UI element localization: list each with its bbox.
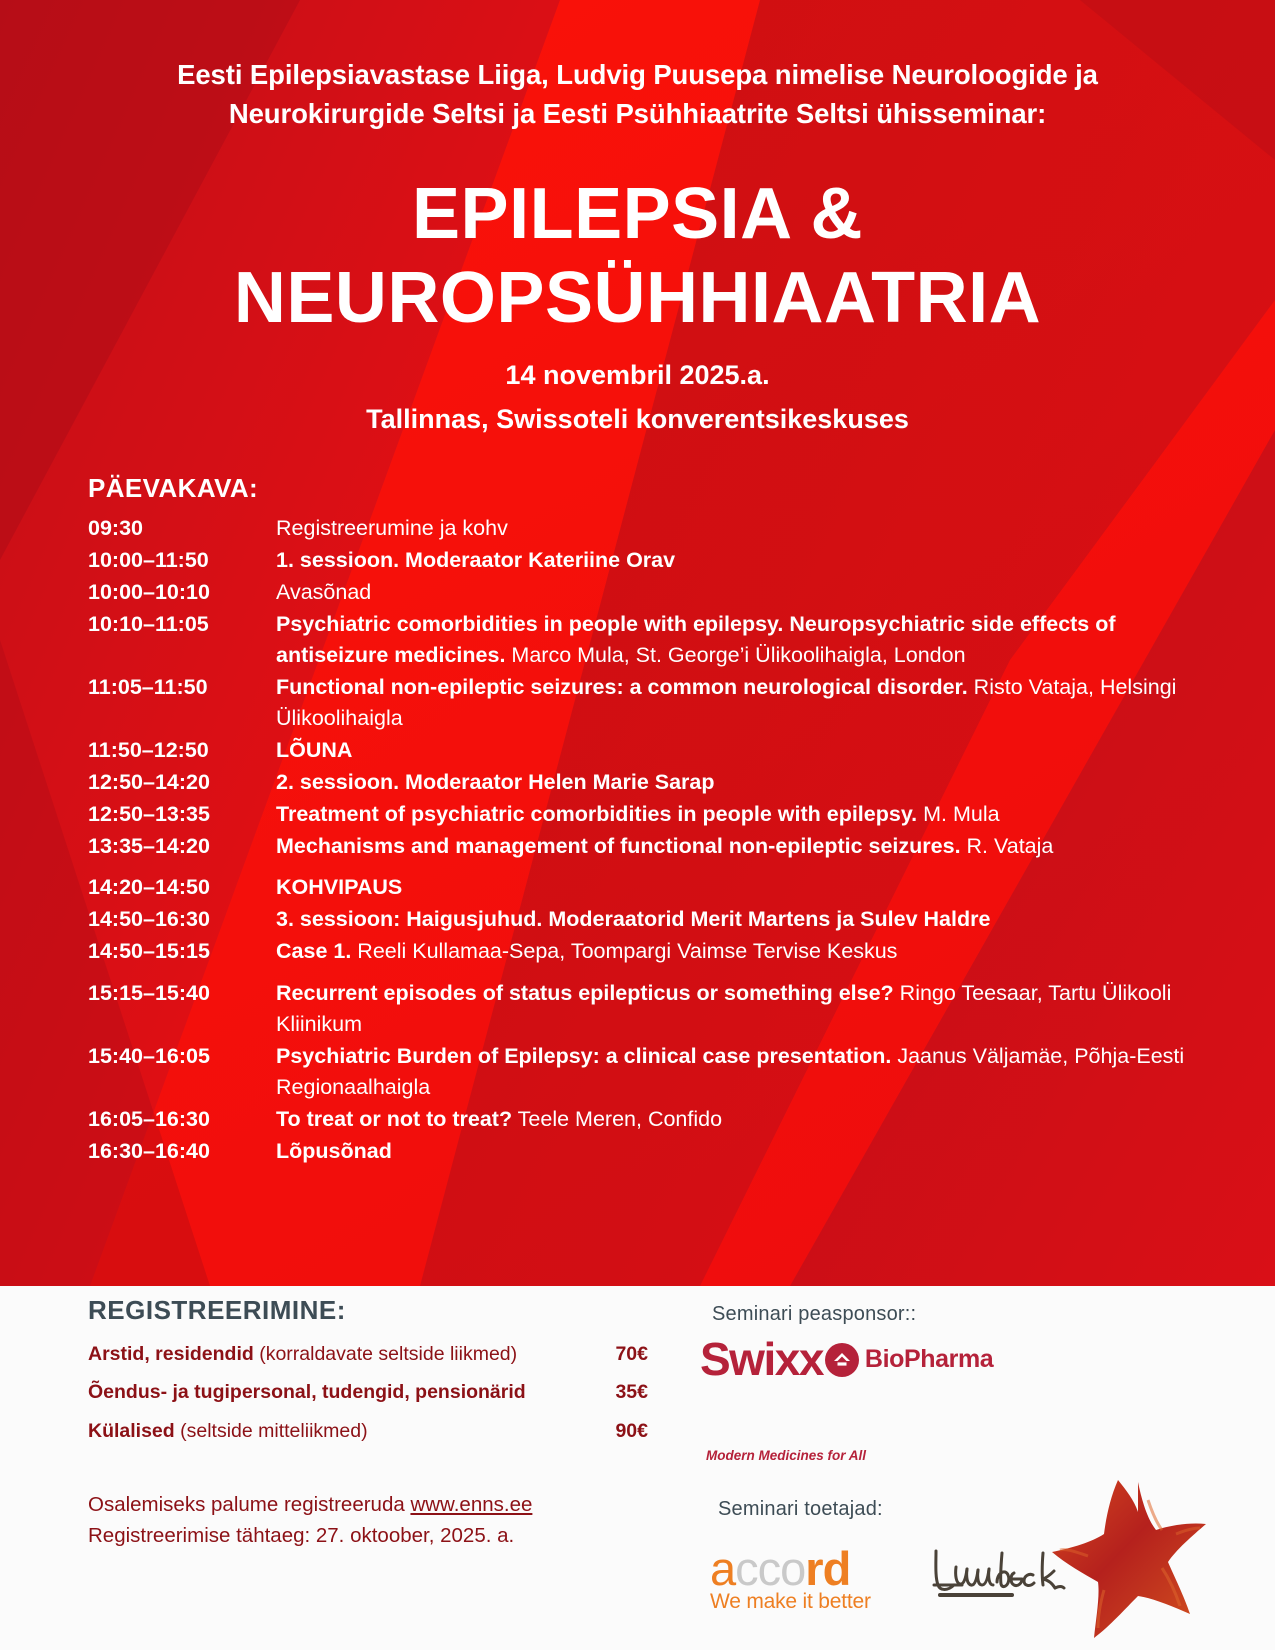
registration-heading: REGISTREERIMINE:: [88, 1295, 346, 1325]
agenda-time: 10:00–10:10: [88, 579, 210, 604]
agenda-title-bold: Functional non-epileptic seizures: a common neurological disorder.: [276, 674, 968, 699]
registration-note-prefix: Osalemiseks palume registreeruda: [88, 1493, 411, 1516]
registration-url-link[interactable]: www.enns.ee: [410, 1493, 533, 1516]
lundbeck-logo: [928, 1545, 1068, 1615]
accord-part-2: cco: [735, 1542, 806, 1595]
agenda-description: [276, 1104, 1208, 1135]
chevron-diamond-glyph: [831, 1349, 853, 1371]
agenda-title-bold: To treat or not to treat?: [276, 1107, 513, 1132]
starfish-glyph: [1052, 1478, 1212, 1643]
agenda-title-bold: Recurrent episodes of status epilepticus or something else?: [276, 981, 894, 1006]
supporting-sponsors-label: Seminari toetajad:: [718, 1498, 883, 1520]
price-category: Külalised: [88, 1419, 175, 1442]
agenda-time: 10:00–11:50: [88, 547, 209, 572]
agenda-description: [276, 872, 1208, 903]
swixx-wordmark: Swixx: [700, 1333, 823, 1385]
agenda-time: 16:05–16:30: [88, 1107, 210, 1132]
agenda-speaker: Registreerumine ja kohv: [276, 516, 508, 540]
accord-tagline: We make it better: [710, 1590, 871, 1613]
agenda-description: [276, 799, 1208, 830]
main-sponsor-label: Seminari peasponsor::: [712, 1303, 917, 1325]
agenda-title-bold: Psychiatric Burden of Epilepsy: a clinical case presentation.: [276, 1044, 892, 1069]
price-table: [88, 1343, 648, 1458]
agenda-row: [88, 1104, 1208, 1135]
agenda-description: [276, 936, 1208, 967]
agenda-row: [88, 1041, 1208, 1103]
accord-part-1: a: [710, 1542, 736, 1595]
agenda-time: 12:50–13:35: [88, 801, 210, 826]
price-row: [88, 1381, 648, 1404]
agenda-description: [276, 978, 1208, 1040]
agenda-time: 15:40–16:05: [88, 1044, 210, 1069]
agenda-speaker: Teele Meren, Confido: [512, 1107, 723, 1132]
agenda-speaker: Risto Vataja, Helsingi Ülikoolihaigla: [276, 674, 1177, 730]
price-amount: 70€: [615, 1343, 648, 1365]
event-date: 14 novembril 2025.a.: [505, 360, 770, 390]
agenda-title-bold: 1. sessioon. Moderaator Kateriine Orav: [276, 547, 676, 572]
swixx-biopharma-text: BioPharma: [864, 1345, 994, 1374]
price-qualifier: (korraldavate seltside liikmed): [253, 1343, 518, 1365]
agenda-title-bold: Case 1.: [276, 939, 352, 964]
swixx-diamond-icon: [825, 1343, 859, 1377]
agenda-time: 12:50–14:20: [88, 769, 210, 794]
agenda-title-bold: KOHVIPAUS: [276, 875, 403, 900]
agenda-description: [276, 904, 1208, 935]
agenda-time: 10:10–11:05: [88, 611, 209, 636]
agenda-row: [88, 545, 1208, 576]
agenda-time: 14:50–15:15: [88, 939, 210, 964]
registration-url-line: [88, 1490, 688, 1521]
agenda-title-bold: 2. sessioon. Moderaator Helen Marie Sarap: [276, 769, 715, 794]
agenda-title-bold: Treatment of psychiatric comorbidities in people with epilepsy.: [276, 801, 918, 826]
price-category: Arstid, residendid: [88, 1343, 254, 1365]
agenda-row: [88, 904, 1208, 935]
agenda-row: [88, 735, 1208, 766]
agenda-speaker: Marco Mula, St. George’i Ülikoolihaigla, London: [505, 642, 966, 667]
agenda-title-bold: Mechanisms and management of functional non-epileptic seizures.: [276, 833, 961, 858]
accord-wordmark: [710, 1542, 871, 1595]
agenda-time: 09:30: [88, 516, 143, 540]
agenda-speaker: R. Vataja: [960, 833, 1054, 858]
agenda-description: [276, 735, 1208, 766]
agenda-row: [88, 672, 1208, 734]
agenda-description: [276, 1041, 1208, 1103]
agenda-time: 11:05–11:50: [88, 674, 208, 699]
agenda-title-bold: 3. sessioon: Haigusjuhud. Moderaatorid Merit Martens ja Sulev Haldre: [276, 907, 991, 932]
agenda-row: [88, 609, 1208, 671]
price-row: [88, 1343, 648, 1366]
agenda-speaker: M. Mula: [917, 801, 1000, 826]
registration-note: [88, 1490, 688, 1552]
accord-part-3: rd: [805, 1542, 851, 1595]
price-row: [88, 1420, 648, 1443]
agenda-description: [276, 609, 1208, 671]
swixx-tagline: Modern Medicines for All: [706, 1448, 867, 1463]
agenda-row: [88, 513, 1208, 544]
agenda-time: 14:50–16:30: [88, 907, 210, 932]
agenda-time: 15:15–15:40: [88, 981, 210, 1006]
price-amount: 90€: [615, 1419, 648, 1442]
price-amount: 35€: [615, 1381, 648, 1404]
swixx-biopharma-logo: [700, 1333, 994, 1385]
agenda-title-bold: Psychiatric comorbidities in people with epilepsy. Neuropsychiatric side effects of antiseizure medicines.: [276, 611, 1116, 667]
organizers-line: Eesti Epilepsiavastase Liiga, Ludvig Puusepa nimelise Neuroloogide ja Neurokirurgide Seltsi ja Eesti Psühhiaatrite Seltsi ühisseminar:: [177, 59, 1098, 130]
agenda-description: [276, 831, 1208, 862]
agenda-title-bold: Lõpusõnad: [276, 1139, 392, 1164]
price-label: [88, 1343, 517, 1366]
title-line-1: EPILEPSIA &: [412, 174, 863, 254]
agenda-speaker: Jaanus Väljamäe, Põhja-Eesti Regionaalhaigla: [276, 1044, 1185, 1100]
registration-deadline: Registreerimise tähtaeg: 27. oktoober, 2025. a.: [88, 1523, 515, 1547]
agenda-heading: PÄEVAKAVA:: [88, 473, 259, 503]
agenda-row: [88, 872, 1208, 903]
agenda-time: 11:50–12:50: [88, 737, 209, 762]
price-category: Õendus- ja tugipersonal, tudengid, pensionärid: [88, 1381, 526, 1404]
agenda-title-bold: LÕUNA: [276, 737, 353, 762]
agenda-time: 14:20–14:50: [88, 875, 210, 900]
agenda-list: [88, 513, 1208, 1168]
agenda-row: [88, 978, 1208, 1040]
agenda-description: [276, 577, 1208, 608]
agenda-description: [276, 672, 1208, 734]
agenda-row: [88, 799, 1208, 830]
agenda-speaker: Avasõnad: [276, 579, 372, 604]
agenda-speaker: Ringo Teesaar, Tartu Ülikooli Kliinikum: [276, 981, 1172, 1037]
page-title: [60, 172, 1215, 340]
lundbeck-star-icon: [1052, 1478, 1212, 1643]
event-venue: Tallinnas, Swissoteli konverentsikeskuses: [366, 404, 909, 434]
agenda-description: [276, 767, 1208, 798]
agenda-description: [276, 513, 1208, 544]
agenda-description: [276, 545, 1208, 576]
agenda-description: [276, 1136, 1208, 1167]
agenda-row: [88, 1136, 1208, 1167]
agenda-time: 16:30–16:40: [88, 1139, 210, 1164]
agenda-speaker: Reeli Kullamaa-Sepa, Toompargi Vaimse Tervise Keskus: [351, 939, 898, 964]
agenda-row: [88, 831, 1208, 862]
agenda-row: [88, 767, 1208, 798]
title-line-2: NEUROPSÜHHIAATRIA: [233, 258, 1042, 339]
agenda-time: 13:35–14:20: [88, 833, 210, 858]
accord-logo: [710, 1542, 871, 1614]
agenda-row: [88, 936, 1208, 967]
price-label: [88, 1420, 368, 1443]
price-qualifier: (seltside mitteliikmed): [174, 1419, 368, 1442]
agenda-row: [88, 577, 1208, 608]
price-label: [88, 1381, 526, 1404]
